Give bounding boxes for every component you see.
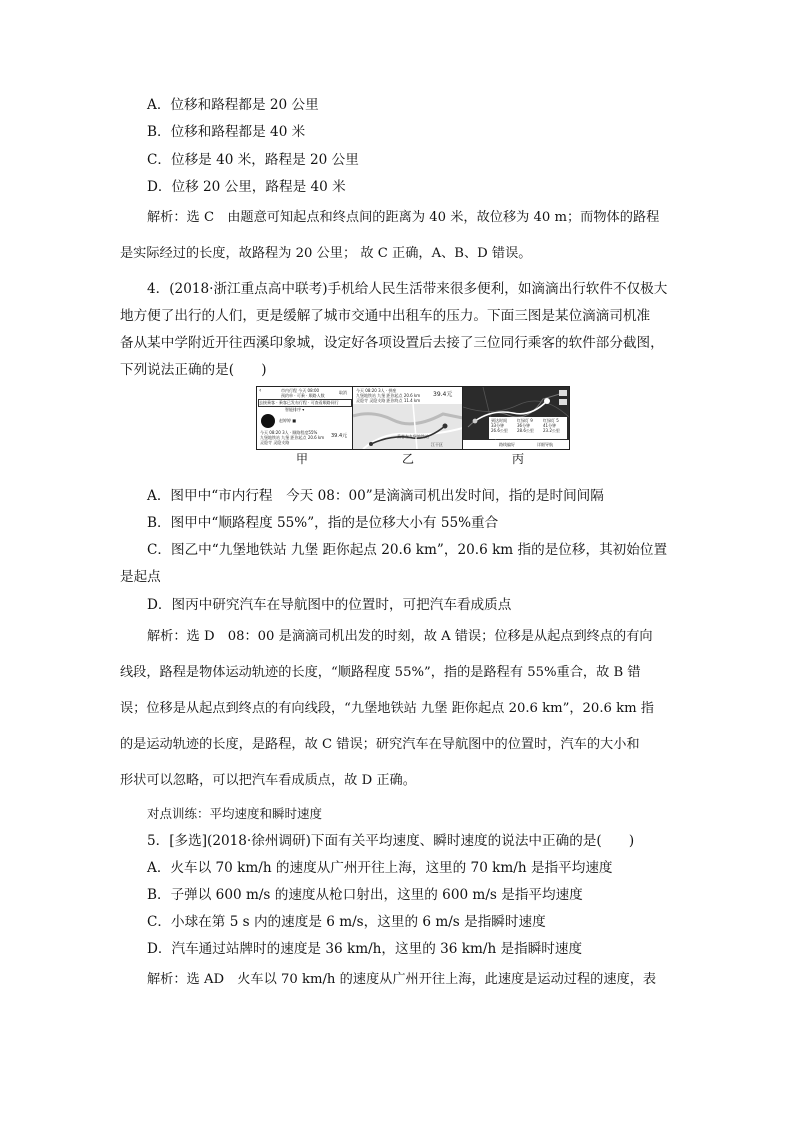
yi-line: 灵隐寺 灵隐支路 距你终点 11.4 km (356, 398, 421, 403)
bing-route-info: 36分钟 (517, 423, 531, 428)
back-arrow-icon: ‹ (259, 387, 262, 394)
q5-option-b: B．子弹以 600 m/s 的速度从枪口射出，这里的 600 m/s 是指平均速度 (147, 887, 583, 903)
jia-line: 九堡地铁站 九堡 距你起点 20.6 km (260, 435, 325, 440)
q5-option-c: C．小球在第 5 s 内的速度是 6 m/s，这里的 6 m/s 是指瞬时速度 (147, 914, 546, 930)
bing-route-info: 33分钟 (491, 423, 505, 428)
bing-route-info: 41分钟 (543, 423, 557, 428)
q4-solution-line: 的是运动轨迹的长度，是路程，故 C 错误；研究汽车在导航图中的位置时，汽车的大小和 (120, 737, 640, 752)
bing-route-info: 23.2公里 (543, 428, 560, 433)
jia-line: 灵隐寺 灵隐支路 (260, 440, 290, 445)
jia-subtitle: 预约单 · 可乘 · 顺路人数 (281, 393, 325, 398)
avatar (261, 414, 275, 428)
bing-route-info: 红绿灯 5 (543, 418, 559, 423)
q4-figure (256, 386, 568, 476)
q4-option-d: D．图丙中研究汽车在导航图中的位置时，可把汽车看成质点 (147, 597, 512, 613)
yi-price: 39.4元 (433, 391, 453, 398)
section-heading: 对点训练：平均速度和瞬时速度 (147, 806, 323, 821)
yi-map-label: 乘客在九堡地铁站 (397, 434, 429, 439)
yi-map (353, 404, 463, 449)
panel-yi-screenshot (352, 386, 464, 450)
q5-stem: 5．[多选](2018·徐州调研)下面有关平均速度、瞬时速度的说法中正确的是( ) (147, 833, 635, 849)
q3-option-d: D．位移 20 公里，路程是 40 米 (147, 179, 346, 195)
jia-sort-mode: 智能排序 ▾ (285, 407, 305, 412)
yi-line: 今天 08:20 3人 · 拼座 (356, 388, 397, 393)
panel-label-bing: 丙 (512, 452, 525, 466)
jia-title: 市内行程 今天 08:00 (281, 388, 320, 393)
q4-stem-line: 4．(2018·浙江重点高中联考)手机给人民生活带来很多便利，如滴滴出行软件不仅极大 (147, 281, 668, 297)
q3-option-c: C．位移是 40 米，路程是 20 公里 (147, 152, 359, 168)
q3-solution-line: 解析：选 C 由题意可知起点和终点间的距离为 40 米，故位移为 40 m；而物体的路程 (147, 210, 660, 225)
q4-solution-line: 线段，路程是物体运动轨迹的长度，“顺路程度 55%”，指的是路程有 55%重合，故 B 错 (120, 665, 641, 680)
q4-solution-line: 解析：选 D 08：00 是滴滴司机出发的时刻，故 A 错误；位移是从起点到终点的有向 (147, 629, 653, 644)
panel-bing-screenshot (462, 386, 570, 450)
q4-solution-line: 误；位移是从起点到终点的有向线段，“九堡地铁站 九堡 距你起点 20.6 km”，20.6 km 指 (120, 701, 654, 716)
bing-route-info: 28.6公里 (517, 428, 534, 433)
q5-option-d: D．汽车通过站牌时的速度是 36 km/h，这里的 36 km/h 是指瞬时速度 (147, 941, 583, 957)
q4-option-b: B．图甲中“顺路程度 55%”，指的是位移大小有 55%重合 (147, 515, 499, 531)
bing-route-preference: 路线偏好 (499, 442, 515, 447)
yi-map-label: 江干区 (431, 442, 443, 447)
panel-label-yi: 乙 (402, 452, 415, 466)
jia-passenger-name: 赵婷婷 ■ (279, 418, 297, 423)
q4-option-c: C．图乙中“九堡地铁站 九堡 距你起点 20.6 km”，20.6 km 指的是位移，其初始位置 (147, 542, 668, 558)
panel-jia-screenshot (256, 386, 354, 450)
q3-solution-line: 是实际经过的长度，故路程为 20 公里； 故 C 正确，A、B、D 错误。 (120, 246, 532, 261)
q4-stem-line: 备从某中学附近开往西溪印象城，设定好各项设置后去接了三位同行乘客的软件部分截图， (120, 335, 664, 351)
q5-option-a: A．火车以 70 km/h 的速度从广州开往上海，这里的 70 km/h 是指平均速度 (147, 860, 613, 876)
q4-option-a: A．图甲中“市内行程 今天 08：00”是滴滴司机出发时间，指的是时间间隔 (147, 488, 604, 504)
bing-route-info: 到达时间 (491, 418, 507, 423)
bing-route-info: 红绿灯 9 (517, 418, 533, 423)
q3-option-b: B．位移和路程都是 40 米 (147, 124, 306, 140)
yi-line: 九堡地铁站 九堡 距你起点 20.6 km (356, 393, 421, 398)
q4-solution-line: 形状可以忽略，可以把汽车看成质点，故 D 正确。 (120, 773, 416, 788)
q4-option-c-cont: 是起点 (120, 569, 161, 585)
q4-stem-line: 下列说法正确的是( ) (120, 362, 267, 378)
q4-stem-line: 地方便了出行的人们，更是缓解了城市交通中出租车的压力。下面三图是某位滴滴司机准 (120, 308, 651, 324)
panel-label-jia: 甲 (296, 452, 309, 466)
q3-option-a: A．位移和路程都是 20 公里 (147, 97, 319, 113)
jia-banner: 去接乘客 · 乘客已发布行程 · 可查看顺路同行 (259, 399, 339, 405)
jia-price: 39.4元 (331, 433, 348, 439)
bing-detailed-navigation: 详细导航 (537, 442, 553, 447)
jia-cancel: 取消 (339, 390, 347, 395)
bing-route-info: 26.6公里 (491, 428, 508, 433)
jia-line: 今天 08:20 3人 · 顺路程度55% (260, 430, 318, 435)
q5-solution-line: 解析：选 AD 火车以 70 km/h 的速度从广州开往上海，此速度是运动过程的速度，表 (147, 972, 657, 987)
